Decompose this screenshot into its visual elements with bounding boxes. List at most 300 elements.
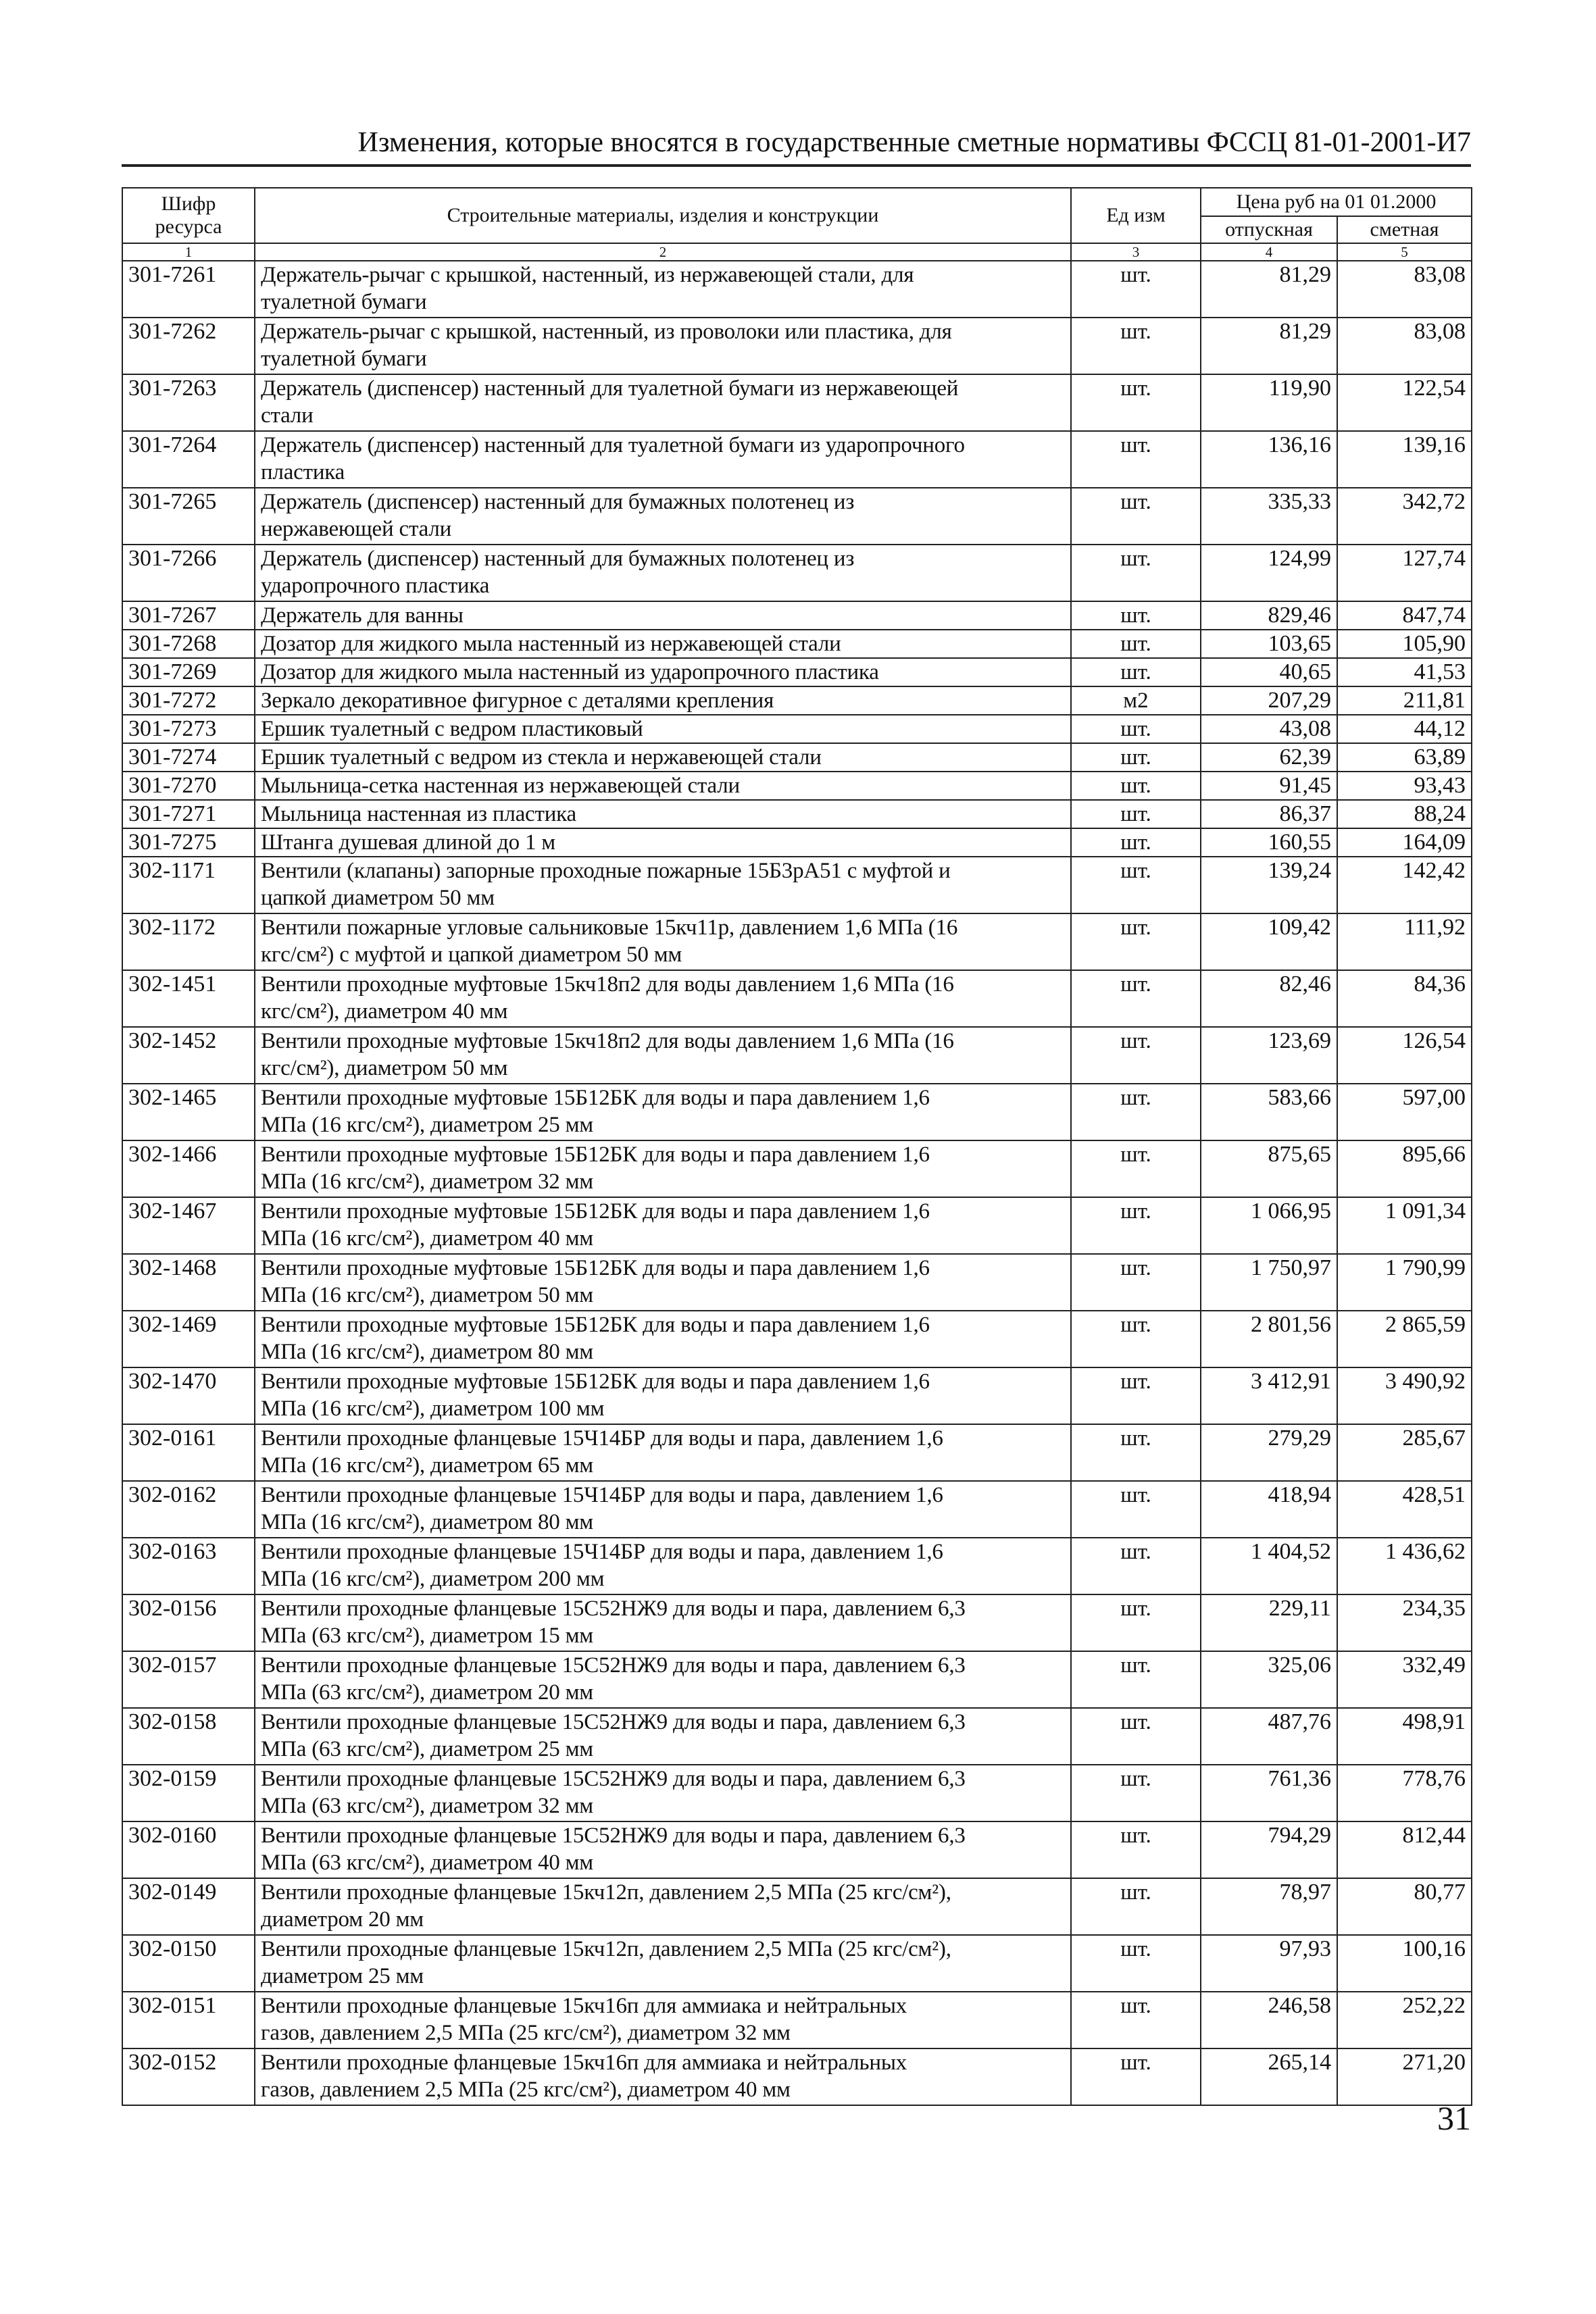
- unit-cell: шт.: [1071, 913, 1201, 970]
- material-name-cell: [255, 1254, 1071, 1311]
- estimate-price-cell: 122,54: [1337, 374, 1472, 431]
- resource-code-cell: 302-0160: [122, 1821, 255, 1878]
- resource-code-cell: 301-7265: [122, 488, 255, 545]
- unit-cell: шт.: [1071, 1765, 1201, 1821]
- table-row: [122, 261, 1472, 318]
- material-name-line: кгс/см²) с муфтой и цапкой диаметром 50 мм: [261, 942, 682, 967]
- resource-code-cell: 302-1171: [122, 857, 255, 913]
- material-name-cell: [255, 828, 1071, 857]
- table-row: [122, 970, 1472, 1027]
- estimate-price-cell: 2 865,59: [1337, 1311, 1472, 1367]
- estimate-price-cell: 126,54: [1337, 1027, 1472, 1084]
- resource-code-cell: 302-0159: [122, 1765, 255, 1821]
- resource-code-cell: 301-7272: [122, 686, 255, 715]
- table-row: [122, 913, 1472, 970]
- unit-cell: шт.: [1071, 970, 1201, 1027]
- unit-cell: шт.: [1071, 1424, 1201, 1481]
- estimate-price-cell: 44,12: [1337, 715, 1472, 743]
- material-name-line: стали: [261, 403, 314, 428]
- unit-cell: шт.: [1071, 545, 1201, 601]
- material-name-cell: [255, 2048, 1071, 2105]
- material-name-cell: [255, 913, 1071, 970]
- material-name-line: туалетной бумаги: [261, 290, 427, 314]
- column-index: 5: [1337, 243, 1472, 261]
- material-name-line: диаметром 25 мм: [261, 1964, 424, 1988]
- resource-code-cell: 302-1465: [122, 1084, 255, 1140]
- material-name-line: МПа (16 кгс/см²), диаметром 40 мм: [261, 1226, 593, 1251]
- resource-code-cell: 302-0163: [122, 1538, 255, 1594]
- estimate-price-cell: 778,76: [1337, 1765, 1472, 1821]
- estimate-price-cell: 63,89: [1337, 743, 1472, 772]
- estimate-price-cell: 812,44: [1337, 1821, 1472, 1878]
- material-name-line: Мыльница-сетка настенная из нержавеющей стали: [261, 774, 741, 798]
- resource-code-cell: 302-0157: [122, 1651, 255, 1708]
- unit-cell: шт.: [1071, 1992, 1201, 2048]
- material-name-cell: [255, 1935, 1071, 1992]
- material-name-line: Вентили (клапаны) запорные проходные пожарные 15Б3рА51 с муфтой и: [261, 859, 951, 883]
- material-name-line: МПа (63 кгс/см²), диаметром 40 мм: [261, 1851, 593, 1875]
- material-name-cell: [255, 488, 1071, 545]
- resource-code-cell: 302-1451: [122, 970, 255, 1027]
- material-name-line: Держатель для ванны: [261, 603, 464, 628]
- resource-code-cell: 302-1452: [122, 1027, 255, 1084]
- unit-cell: шт.: [1071, 1878, 1201, 1935]
- material-name-cell: [255, 772, 1071, 800]
- table-row: [122, 1424, 1472, 1481]
- estimate-price-cell: 80,77: [1337, 1878, 1472, 1935]
- table-body: [122, 261, 1472, 2105]
- resource-code-cell: 301-7262: [122, 318, 255, 374]
- unit-cell: шт.: [1071, 1084, 1201, 1140]
- material-name-line: Вентили проходные фланцевые 15С52НЖ9 для воды и пара, давлением 6,3: [261, 1596, 966, 1621]
- material-name-line: МПа (16 кгс/см²), диаметром 32 мм: [261, 1169, 593, 1194]
- estimate-price-cell: 100,16: [1337, 1935, 1472, 1992]
- table-row: [122, 1878, 1472, 1935]
- estimate-price-cell: 211,81: [1337, 686, 1472, 715]
- table-row: [122, 1708, 1472, 1765]
- unit-cell: шт.: [1071, 1935, 1201, 1992]
- material-name-line: Вентили проходные фланцевые 15С52НЖ9 для воды и пара, давлением 6,3: [261, 1710, 966, 1734]
- table-row: [122, 1935, 1472, 1992]
- resource-code-cell: 301-7266: [122, 545, 255, 601]
- material-name-line: Ершик туалетный с ведром пластиковый: [261, 717, 643, 741]
- table-header: [122, 188, 1472, 261]
- table-row: [122, 1538, 1472, 1594]
- material-name-line: Дозатор для жидкого мыла настенный из ударопрочного пластика: [261, 660, 879, 684]
- material-name-line: МПа (16 кгс/см²), диаметром 200 мм: [261, 1567, 605, 1591]
- material-name-line: Держатель-рычаг с крышкой, настенный, из проволоки или пластика, для: [261, 320, 952, 344]
- table-row: [122, 2048, 1472, 2105]
- unit-cell: шт.: [1071, 1821, 1201, 1878]
- release-price-cell: 761,36: [1201, 1765, 1337, 1821]
- table-row: [122, 545, 1472, 601]
- column-header-unit: Ед изм: [1071, 188, 1201, 243]
- release-price-cell: 124,99: [1201, 545, 1337, 601]
- table-row: [122, 658, 1472, 686]
- release-price-cell: 335,33: [1201, 488, 1337, 545]
- resource-code-cell: 302-0156: [122, 1594, 255, 1651]
- unit-cell: шт.: [1071, 828, 1201, 857]
- material-name-line: Вентили пожарные угловые сальниковые 15кч11р, давлением 1,6 МПа (16: [261, 915, 958, 940]
- estimate-price-cell: 428,51: [1337, 1481, 1472, 1538]
- material-name-line: Вентили проходные муфтовые 15Б12БК для воды и пара давлением 1,6: [261, 1313, 930, 1337]
- resource-code-cell: 302-1466: [122, 1140, 255, 1197]
- material-name-line: МПа (63 кгс/см²), диаметром 15 мм: [261, 1624, 593, 1648]
- page-number: 31: [1437, 2099, 1471, 2137]
- unit-cell: шт.: [1071, 318, 1201, 374]
- table-row: [122, 772, 1472, 800]
- release-price-cell: 91,45: [1201, 772, 1337, 800]
- material-name-cell: [255, 1651, 1071, 1708]
- header-rule: [122, 164, 1471, 167]
- release-price-cell: 229,11: [1201, 1594, 1337, 1651]
- material-name-line: МПа (63 кгс/см²), диаметром 25 мм: [261, 1737, 593, 1761]
- material-name-cell: [255, 1311, 1071, 1367]
- release-price-cell: 81,29: [1201, 318, 1337, 374]
- column-index: 1: [122, 243, 255, 261]
- unit-cell: м2: [1071, 686, 1201, 715]
- material-name-line: газов, давлением 2,5 МПа (25 кгс/см²), диаметром 40 мм: [261, 2078, 791, 2102]
- column-header-release-price: отпускная: [1201, 216, 1337, 243]
- material-name-cell: [255, 1708, 1071, 1765]
- material-name-line: газов, давлением 2,5 МПа (25 кгс/см²), диаметром 32 мм: [261, 2021, 791, 2045]
- resource-code-cell: 301-7274: [122, 743, 255, 772]
- resource-code-cell: 301-7261: [122, 261, 255, 318]
- column-index-row: [122, 243, 1472, 261]
- column-index: 3: [1071, 243, 1201, 261]
- release-price-cell: 97,93: [1201, 1935, 1337, 1992]
- material-name-line: диаметром 20 мм: [261, 1907, 424, 1932]
- estimate-price-cell: 164,09: [1337, 828, 1472, 857]
- unit-cell: шт.: [1071, 1538, 1201, 1594]
- release-price-cell: 103,65: [1201, 630, 1337, 658]
- material-name-cell: [255, 1765, 1071, 1821]
- material-name-line: Зеркало декоративное фигурное с деталями крепления: [261, 688, 774, 713]
- release-price-cell: 1 750,97: [1201, 1254, 1337, 1311]
- material-name-cell: [255, 1992, 1071, 2048]
- table-row: [122, 1254, 1472, 1311]
- unit-cell: шт.: [1071, 772, 1201, 800]
- material-name-cell: [255, 601, 1071, 630]
- material-name-line: Вентили проходные муфтовые 15кч18п2 для воды давлением 1,6 МПа (16: [261, 972, 954, 997]
- material-name-line: Вентили проходные фланцевые 15кч16п для аммиака и нейтральных: [261, 2051, 907, 2075]
- table-row: [122, 1821, 1472, 1878]
- resource-code-cell: 302-1470: [122, 1367, 255, 1424]
- page-header-title: Изменения, которые вносятся в государственные сметные нормативы ФССЦ 81-01-2001-И7: [357, 127, 1471, 158]
- estimate-price-cell: 597,00: [1337, 1084, 1472, 1140]
- material-name-line: Держатель (диспенсер) настенный для туалетной бумаги из нержавеющей: [261, 376, 959, 401]
- release-price-cell: 829,46: [1201, 601, 1337, 630]
- table-row: [122, 1140, 1472, 1197]
- resource-code-cell: 302-0152: [122, 2048, 255, 2105]
- table-row: [122, 630, 1472, 658]
- unit-cell: шт.: [1071, 1311, 1201, 1367]
- table-row: [122, 1084, 1472, 1140]
- estimate-price-cell: 1 091,34: [1337, 1197, 1472, 1254]
- material-name-line: нержавеющей стали: [261, 517, 452, 541]
- release-price-cell: 1 066,95: [1201, 1197, 1337, 1254]
- material-name-cell: [255, 374, 1071, 431]
- estimate-price-cell: 498,91: [1337, 1708, 1472, 1765]
- resource-code-cell: 302-1172: [122, 913, 255, 970]
- table-row: [122, 488, 1472, 545]
- estimate-price-cell: 93,43: [1337, 772, 1472, 800]
- material-name-cell: [255, 1424, 1071, 1481]
- material-name-line: МПа (16 кгс/см²), диаметром 65 мм: [261, 1453, 593, 1478]
- column-index: 4: [1201, 243, 1337, 261]
- resource-code-cell: 302-0149: [122, 1878, 255, 1935]
- unit-cell: шт.: [1071, 1594, 1201, 1651]
- resource-code-cell: 301-7268: [122, 630, 255, 658]
- unit-cell: шт.: [1071, 1708, 1201, 1765]
- release-price-cell: 109,42: [1201, 913, 1337, 970]
- unit-cell: шт.: [1071, 1367, 1201, 1424]
- estimate-price-cell: 142,42: [1337, 857, 1472, 913]
- resource-code-cell: 302-0158: [122, 1708, 255, 1765]
- table-row: [122, 374, 1472, 431]
- table-row: [122, 800, 1472, 828]
- material-name-cell: [255, 970, 1071, 1027]
- unit-cell: шт.: [1071, 1197, 1201, 1254]
- unit-cell: шт.: [1071, 488, 1201, 545]
- resource-code-cell: 302-1468: [122, 1254, 255, 1311]
- resource-code-cell: 302-1469: [122, 1311, 255, 1367]
- release-price-cell: 1 404,52: [1201, 1538, 1337, 1594]
- release-price-cell: 43,08: [1201, 715, 1337, 743]
- resource-code-cell: 301-7275: [122, 828, 255, 857]
- material-name-line: Вентили проходные фланцевые 15Ч14БР для воды и пара, давлением 1,6: [261, 1426, 943, 1451]
- material-name-line: Вентили проходные фланцевые 15С52НЖ9 для воды и пара, давлением 6,3: [261, 1767, 966, 1791]
- material-name-cell: [255, 658, 1071, 686]
- column-header-name: Строительные материалы, изделия и конструкции: [255, 188, 1071, 243]
- resource-code-cell: 301-7263: [122, 374, 255, 431]
- unit-cell: шт.: [1071, 374, 1201, 431]
- resource-code-cell: 302-0151: [122, 1992, 255, 2048]
- estimate-price-cell: 342,72: [1337, 488, 1472, 545]
- column-header-code: Шифр ресурса: [122, 188, 255, 243]
- material-name-line: Держатель-рычаг с крышкой, настенный, из нержавеющей стали, для: [261, 263, 914, 287]
- release-price-cell: 246,58: [1201, 1992, 1337, 2048]
- material-name-line: МПа (16 кгс/см²), диаметром 80 мм: [261, 1510, 593, 1534]
- release-price-cell: 583,66: [1201, 1084, 1337, 1140]
- release-price-cell: 40,65: [1201, 658, 1337, 686]
- table-row: [122, 686, 1472, 715]
- resource-code-cell: 301-7270: [122, 772, 255, 800]
- table-row: [122, 1651, 1472, 1708]
- material-name-line: Вентили проходные муфтовые 15Б12БК для воды и пара давлением 1,6: [261, 1256, 930, 1280]
- release-price-cell: 62,39: [1201, 743, 1337, 772]
- material-name-line: ударопрочного пластика: [261, 574, 490, 598]
- estimate-price-cell: 252,22: [1337, 1992, 1472, 2048]
- estimate-price-cell: 895,66: [1337, 1140, 1472, 1197]
- release-price-cell: 123,69: [1201, 1027, 1337, 1084]
- resource-code-cell: 301-7267: [122, 601, 255, 630]
- resource-code-cell: 301-7271: [122, 800, 255, 828]
- unit-cell: шт.: [1071, 743, 1201, 772]
- column-header-price: Цена руб на 01 01.2000: [1201, 188, 1472, 216]
- table-row: [122, 743, 1472, 772]
- material-name-line: Вентили проходные фланцевые 15кч16п для аммиака и нейтральных: [261, 1994, 907, 2018]
- material-name-line: Держатель (диспенсер) настенный для бумажных полотенец из: [261, 547, 855, 571]
- material-name-cell: [255, 743, 1071, 772]
- resource-code-cell: 302-0161: [122, 1424, 255, 1481]
- release-price-cell: 139,24: [1201, 857, 1337, 913]
- material-name-cell: [255, 1197, 1071, 1254]
- resource-code-cell: 302-0162: [122, 1481, 255, 1538]
- unit-cell: шт.: [1071, 1140, 1201, 1197]
- material-name-line: Вентили проходные муфтовые 15Б12БК для воды и пара давлением 1,6: [261, 1199, 930, 1224]
- table-row: [122, 1765, 1472, 1821]
- material-name-line: кгс/см²), диаметром 40 мм: [261, 999, 508, 1024]
- release-price-cell: 875,65: [1201, 1140, 1337, 1197]
- release-price-cell: 86,37: [1201, 800, 1337, 828]
- unit-cell: шт.: [1071, 261, 1201, 318]
- release-price-cell: 3 412,91: [1201, 1367, 1337, 1424]
- material-name-line: МПа (16 кгс/см²), диаметром 100 мм: [261, 1397, 605, 1421]
- material-name-cell: [255, 686, 1071, 715]
- estimate-price-cell: 111,92: [1337, 913, 1472, 970]
- estimate-price-cell: 285,67: [1337, 1424, 1472, 1481]
- material-name-line: Вентили проходные фланцевые 15С52НЖ9 для воды и пара, давлением 6,3: [261, 1823, 966, 1848]
- release-price-cell: 265,14: [1201, 2048, 1337, 2105]
- estimate-price-cell: 847,74: [1337, 601, 1472, 630]
- table-row: [122, 1367, 1472, 1424]
- material-name-line: Мыльница настенная из пластика: [261, 802, 576, 826]
- unit-cell: шт.: [1071, 715, 1201, 743]
- material-name-line: Вентили проходные фланцевые 15кч12п, давлением 2,5 МПа (25 кгс/см²),: [261, 1880, 951, 1905]
- unit-cell: шт.: [1071, 1027, 1201, 1084]
- material-name-cell: [255, 1481, 1071, 1538]
- material-name-cell: [255, 1027, 1071, 1084]
- release-price-cell: 487,76: [1201, 1708, 1337, 1765]
- estimate-price-cell: 3 490,92: [1337, 1367, 1472, 1424]
- unit-cell: шт.: [1071, 601, 1201, 630]
- material-name-line: Вентили проходные фланцевые 15Ч14БР для воды и пара, давлением 1,6: [261, 1483, 943, 1507]
- resource-code-cell: 301-7264: [122, 431, 255, 488]
- resource-code-cell: 302-1467: [122, 1197, 255, 1254]
- material-name-cell: [255, 857, 1071, 913]
- material-name-line: кгс/см²), диаметром 50 мм: [261, 1056, 508, 1080]
- material-name-cell: [255, 1538, 1071, 1594]
- resource-code-cell: 301-7273: [122, 715, 255, 743]
- material-name-line: туалетной бумаги: [261, 347, 427, 371]
- material-name-line: МПа (63 кгс/см²), диаметром 32 мм: [261, 1794, 593, 1818]
- material-name-cell: [255, 1878, 1071, 1935]
- unit-cell: шт.: [1071, 630, 1201, 658]
- material-name-cell: [255, 1367, 1071, 1424]
- release-price-cell: 325,06: [1201, 1651, 1337, 1708]
- resource-code-cell: 302-0150: [122, 1935, 255, 1992]
- estimate-price-cell: 88,24: [1337, 800, 1472, 828]
- material-name-cell: [255, 1084, 1071, 1140]
- material-name-line: Держатель (диспенсер) настенный для бумажных полотенец из: [261, 490, 855, 514]
- estimate-price-cell: 1 790,99: [1337, 1254, 1472, 1311]
- unit-cell: шт.: [1071, 1651, 1201, 1708]
- material-name-cell: [255, 715, 1071, 743]
- release-price-cell: 82,46: [1201, 970, 1337, 1027]
- material-name-line: МПа (16 кгс/см²), диаметром 25 мм: [261, 1113, 593, 1137]
- table-row: [122, 318, 1472, 374]
- estimate-price-cell: 1 436,62: [1337, 1538, 1472, 1594]
- material-name-line: Вентили проходные фланцевые 15кч12п, давлением 2,5 МПа (25 кгс/см²),: [261, 1937, 951, 1961]
- estimate-price-cell: 332,49: [1337, 1651, 1472, 1708]
- release-price-cell: 418,94: [1201, 1481, 1337, 1538]
- table-row: [122, 1311, 1472, 1367]
- material-name-cell: [255, 261, 1071, 318]
- unit-cell: шт.: [1071, 658, 1201, 686]
- table-row: [122, 1197, 1472, 1254]
- column-header-estimate-price: сметная: [1337, 216, 1472, 243]
- unit-cell: шт.: [1071, 857, 1201, 913]
- estimate-price-cell: 83,08: [1337, 318, 1472, 374]
- estimate-price-cell: 84,36: [1337, 970, 1472, 1027]
- material-name-line: МПа (63 кгс/см²), диаметром 20 мм: [261, 1680, 593, 1705]
- table-row: [122, 1594, 1472, 1651]
- unit-cell: шт.: [1071, 2048, 1201, 2105]
- material-name-cell: [255, 1594, 1071, 1651]
- release-price-cell: 136,16: [1201, 431, 1337, 488]
- table-row: [122, 828, 1472, 857]
- estimate-price-cell: 41,53: [1337, 658, 1472, 686]
- unit-cell: шт.: [1071, 431, 1201, 488]
- material-name-line: МПа (16 кгс/см²), диаметром 50 мм: [261, 1283, 593, 1307]
- material-name-line: Держатель (диспенсер) настенный для туалетной бумаги из ударопрочного: [261, 433, 965, 457]
- release-price-cell: 160,55: [1201, 828, 1337, 857]
- unit-cell: шт.: [1071, 800, 1201, 828]
- material-name-line: Штанга душевая длиной до 1 м: [261, 830, 555, 855]
- table-row: [122, 431, 1472, 488]
- unit-cell: шт.: [1071, 1254, 1201, 1311]
- material-name-line: Вентили проходные муфтовые 15кч18п2 для воды давлением 1,6 МПа (16: [261, 1029, 954, 1053]
- material-name-cell: [255, 1140, 1071, 1197]
- table-row: [122, 715, 1472, 743]
- table-row: [122, 1481, 1472, 1538]
- estimate-price-cell: 127,74: [1337, 545, 1472, 601]
- estimate-price-cell: 139,16: [1337, 431, 1472, 488]
- table-row: [122, 1992, 1472, 2048]
- release-price-cell: 279,29: [1201, 1424, 1337, 1481]
- unit-cell: шт.: [1071, 1481, 1201, 1538]
- resource-code-cell: 301-7269: [122, 658, 255, 686]
- table-row: [122, 857, 1472, 913]
- material-name-cell: [255, 318, 1071, 374]
- table-row: [122, 1027, 1472, 1084]
- estimate-price-cell: 271,20: [1337, 2048, 1472, 2105]
- estimate-price-cell: 105,90: [1337, 630, 1472, 658]
- material-name-line: цапкой диаметром 50 мм: [261, 886, 495, 910]
- material-name-cell: [255, 545, 1071, 601]
- table-row: [122, 601, 1472, 630]
- material-name-line: Вентили проходные фланцевые 15Ч14БР для воды и пара, давлением 1,6: [261, 1540, 943, 1564]
- column-index: 2: [255, 243, 1071, 261]
- material-name-cell: [255, 1821, 1071, 1878]
- material-name-line: Дозатор для жидкого мыла настенный из нержавеющей стали: [261, 632, 841, 656]
- material-name-cell: [255, 630, 1071, 658]
- release-price-cell: 119,90: [1201, 374, 1337, 431]
- material-name-line: Вентили проходные муфтовые 15Б12БК для воды и пара давлением 1,6: [261, 1142, 930, 1167]
- material-name-line: Вентили проходные муфтовые 15Б12БК для воды и пара давлением 1,6: [261, 1369, 930, 1394]
- material-name-line: МПа (16 кгс/см²), диаметром 80 мм: [261, 1340, 593, 1364]
- estimate-price-cell: 83,08: [1337, 261, 1472, 318]
- material-name-cell: [255, 800, 1071, 828]
- release-price-cell: 794,29: [1201, 1821, 1337, 1878]
- release-price-cell: 81,29: [1201, 261, 1337, 318]
- material-name-line: Вентили проходные муфтовые 15Б12БК для воды и пара давлением 1,6: [261, 1086, 930, 1110]
- estimate-price-cell: 234,35: [1337, 1594, 1472, 1651]
- material-name-line: Ершик туалетный с ведром из стекла и нержавеющей стали: [261, 745, 822, 770]
- release-price-cell: 207,29: [1201, 686, 1337, 715]
- material-name-line: Вентили проходные фланцевые 15С52НЖ9 для воды и пара, давлением 6,3: [261, 1653, 966, 1678]
